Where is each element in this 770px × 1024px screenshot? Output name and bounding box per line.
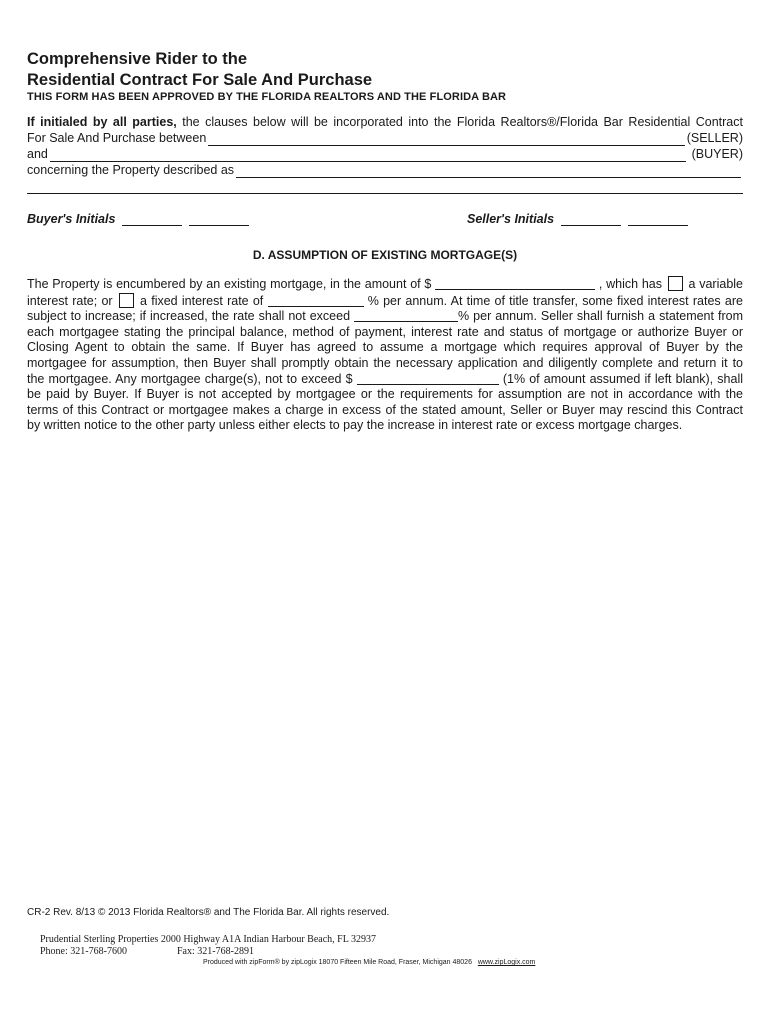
producer-text: Produced with zipForm® by zipLogix 18070 Fifteen Mile Road, Fraser, Michigan 48026 [203,959,472,966]
ziplogix-link[interactable]: www.zipLogix.com [477,959,536,966]
intro-line-5 [27,178,743,194]
buyer-name-field[interactable] [50,148,686,162]
body-text: % per annum. At time of title transfer, some fixed interest rates are [367,293,743,308]
property-description-field[interactable] [236,164,741,178]
approval-notice: THIS FORM HAS BEEN APPROVED BY THE FLORIDA REALTORS AND THE FLORIDA BAR [27,91,507,103]
intro-line-1 [27,114,743,130]
property-description-field-2[interactable] [27,180,743,194]
broker-fax: Fax: 321-768-2891 [177,946,254,957]
body-text: % per annum. Seller shall furnish a statement from [458,309,743,324]
max-rate-field[interactable] [354,309,458,322]
broker-info [40,934,376,958]
variable-rate-checkbox[interactable] [668,276,683,291]
body-text: interest rate; or [27,293,113,308]
mortgage-amount-field[interactable] [435,277,595,290]
seller-name-field[interactable] [208,132,684,146]
body-line-8: be paid by Buyer. If Buyer is not accepted by mortgagee or the requirements for assumption are not in accordance with the [27,387,743,402]
body-text: (1% of amount assumed if left blank), shall [502,371,743,386]
broker-contact [40,946,376,958]
fixed-rate-checkbox[interactable] [119,293,134,308]
body-text: subject to increase; if increased, the rate shall not exceed [27,309,351,324]
buyer-label: (BUYER) [691,147,743,161]
intro-line-2 [27,130,743,146]
producer-line [203,959,535,966]
intro-line-3 [27,146,743,162]
between-label: For Sale And Purchase between [27,131,207,145]
body-line-6: mortgagee for assumption, then Buyer shall promptly obtain the necessary application and diligently complete and return it to [27,355,743,370]
body-line-3 [27,309,743,325]
seller-initials [467,212,688,226]
section-body [27,276,743,434]
seller-initials-field-2[interactable] [628,213,688,226]
body-text: , which has [598,277,662,291]
form-title [27,49,372,91]
body-line-4: each mortgagee stating the principal balance, method of payment, interest rate and status of mortgage or authorize Buyer or [27,324,743,339]
broker-address: Prudential Sterling Properties 2000 Highway A1A Indian Harbour Beach, FL 32937 [40,934,376,945]
buyer-initials-label: Buyer's Initials [27,212,116,226]
body-line-7 [27,372,743,388]
intro-block [27,114,743,194]
intro-line-4 [27,162,743,178]
body-text: a variable [688,277,743,291]
buyer-initials [27,212,249,226]
and-label: and [27,147,48,161]
body-line-2 [27,293,743,310]
intro-lead-text: the clauses below will be incorporated into the Florida Realtors®/Florida Bar Residential Contract [176,115,743,129]
body-text: The Property is encumbered by an existing mortgage, in the amount of $ [27,277,432,291]
section-title: D. ASSUMPTION OF EXISTING MORTGAGE(S) [252,248,518,262]
body-line-9: terms of this Contract or mortgagee makes a charge in excess of the stated amount, Seller or Buyer may rescind this Contract [27,402,743,417]
seller-initials-label: Seller's Initials [467,212,555,226]
mortgagee-charge-field[interactable] [357,372,499,385]
body-text: the mortgagee. Any mortgagee charge(s), not to exceed $ [27,371,353,386]
intro-lead-bold: If initialed by all parties, [27,115,177,129]
body-line-5: Closing Agent to obtain the same. If Buyer has agreed to assume a mortgage which requires approval of Buyer by the [27,340,743,355]
seller-initials-field-1[interactable] [561,213,621,226]
body-line-1 [27,276,743,293]
copyright-footer: CR-2 Rev. 8/13 © 2013 Florida Realtors® and The Florida Bar. All rights reserved. [27,907,390,918]
body-text: a fixed interest rate of [140,293,264,308]
buyer-initials-field-2[interactable] [189,213,249,226]
fixed-rate-field[interactable] [268,294,364,307]
body-line-10: by written notice to the other party unless either elects to pay the increase in interest rate or excess mortgage charges. [27,418,683,433]
title-line-1: Comprehensive Rider to the [27,50,248,68]
title-line-2: Residential Contract For Sale And Purchase [27,71,373,89]
property-label: concerning the Property described as [27,163,235,177]
seller-label: (SELLER) [686,131,743,145]
buyer-initials-field-1[interactable] [122,213,182,226]
broker-phone: Phone: 321-768-7600 [40,946,127,957]
